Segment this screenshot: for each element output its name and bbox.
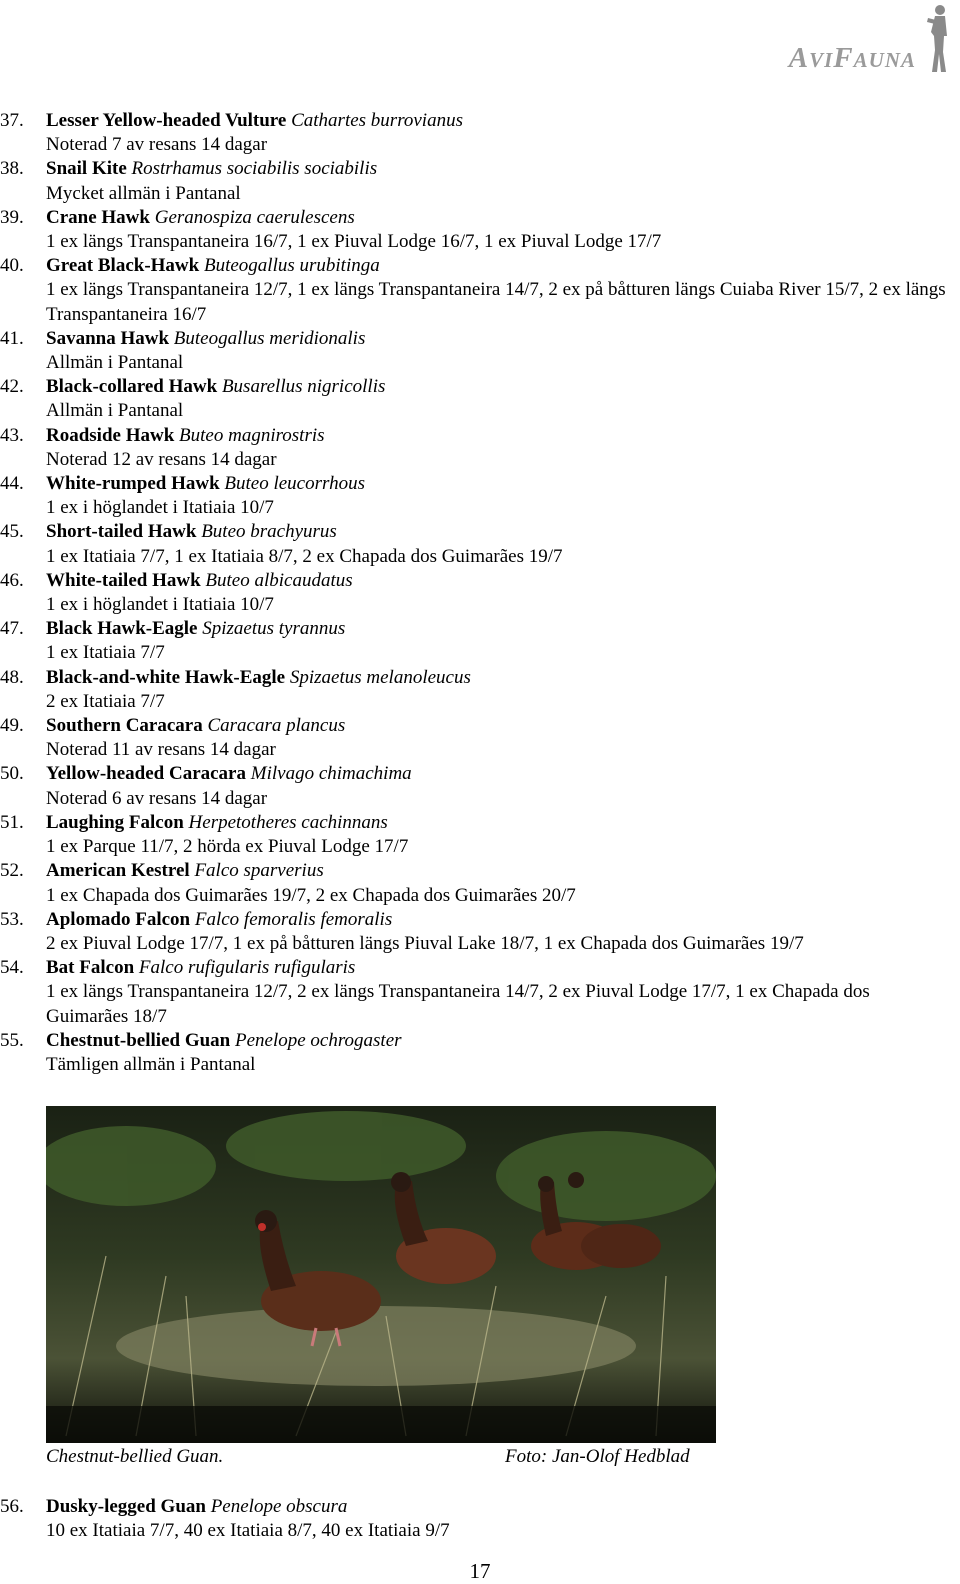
species-entry bbox=[0, 617, 960, 665]
species-entry bbox=[0, 206, 960, 254]
species-list bbox=[0, 109, 960, 1077]
species-scientific-name: Buteo brachyurus bbox=[201, 521, 337, 543]
species-number: 38. bbox=[0, 158, 24, 180]
species-number: 51. bbox=[0, 811, 24, 833]
species-common-name: Lesser Yellow-headed Vulture bbox=[46, 110, 287, 131]
species-entry bbox=[0, 520, 960, 568]
species-number: 55. bbox=[0, 1029, 24, 1051]
species-number: 52. bbox=[0, 860, 24, 882]
species-entry bbox=[0, 762, 960, 810]
species-number: 53. bbox=[0, 908, 24, 930]
species-number: 47. bbox=[0, 618, 24, 640]
species-scientific-name: Busarellus nigricollis bbox=[221, 376, 386, 398]
photo-caption: Chestnut-bellied Guan. bbox=[46, 1446, 224, 1467]
species-common-name: Black-and-white Hawk-Eagle bbox=[46, 666, 286, 688]
species-entry bbox=[0, 157, 960, 205]
species-number: 43. bbox=[0, 424, 24, 446]
species-common-name: Dusky-legged Guan bbox=[46, 1496, 206, 1517]
species-entry bbox=[0, 569, 960, 617]
species-common-name: Great Black-Hawk bbox=[46, 255, 200, 277]
species-entry bbox=[0, 424, 960, 472]
species-common-name: Crane Hawk bbox=[46, 206, 150, 228]
species-number: 44. bbox=[0, 473, 24, 495]
species-number: 39. bbox=[0, 206, 24, 228]
species-number: 41. bbox=[0, 327, 24, 349]
species-common-name: Roadside Hawk bbox=[46, 424, 175, 446]
chestnut-bellied-guan-photo bbox=[46, 1106, 716, 1443]
species-observation-note: Noterad 11 av resans 14 dagar bbox=[46, 739, 276, 761]
species-scientific-name: Geranospiza caerulescens bbox=[154, 206, 355, 228]
species-common-name: Snail Kite bbox=[46, 158, 127, 180]
species-number: 45. bbox=[0, 521, 24, 543]
species-number: 49. bbox=[0, 715, 24, 737]
species-common-name: White-tailed Hawk bbox=[46, 569, 201, 591]
species-observation-note: Mycket allmän i Pantanal bbox=[46, 182, 241, 204]
species-common-name: Southern Caracara bbox=[46, 715, 203, 737]
species-scientific-name: Spizaetus tyrannus bbox=[202, 618, 346, 640]
species-observation-note: Tämligen allmän i Pantanal bbox=[46, 1053, 256, 1075]
species-observation-note: 1 ex Parque 11/7, 2 hörda ex Piuval Lodge 17/7 bbox=[46, 836, 409, 858]
species-entry bbox=[0, 327, 960, 375]
birdwatcher-figure-icon bbox=[922, 2, 952, 74]
species-observation-note: 10 ex Itatiaia 7/7, 40 ex Itatiaia 8/7, 40 ex Itatiaia 9/7 bbox=[46, 1520, 450, 1542]
species-list-continued bbox=[0, 1495, 960, 1543]
photo-credit: Foto: Jan-Olof Hedblad bbox=[505, 1446, 690, 1467]
species-observation-note: 1 ex Chapada dos Guimarães 19/7, 2 ex Chapada dos Guimarães 20/7 bbox=[46, 884, 576, 906]
species-scientific-name: Herpetotheres cachinnans bbox=[188, 811, 388, 833]
species-number: 54. bbox=[0, 957, 24, 979]
species-common-name: American Kestrel bbox=[46, 860, 190, 882]
species-number: 48. bbox=[0, 666, 24, 688]
logo-wordmark: AVIFAUNA bbox=[788, 42, 916, 74]
species-observation-note: 1 ex längs Transpantaneira 12/7, 1 ex längs Transpantaneira 14/7, 2 ex på båtturen längs Cuiaba River 15/7, 2 ex längs Transpantaneira 16/7 bbox=[46, 279, 946, 325]
species-observation-note: Noterad 12 av resans 14 dagar bbox=[46, 448, 277, 470]
species-observation-note: Noterad 7 av resans 14 dagar bbox=[46, 134, 268, 156]
species-common-name: Black-collared Hawk bbox=[46, 376, 218, 398]
species-scientific-name: Penelope ochrogaster bbox=[234, 1029, 402, 1051]
species-scientific-name: Buteogallus meridionalis bbox=[173, 327, 366, 349]
species-observation-note: 2 ex Itatiaia 7/7 bbox=[46, 690, 165, 712]
species-scientific-name: Milvago chimachima bbox=[250, 763, 412, 785]
species-entry bbox=[0, 254, 960, 327]
species-entry bbox=[0, 472, 960, 520]
species-scientific-name: Caracara plancus bbox=[207, 715, 346, 737]
species-entry bbox=[0, 375, 960, 423]
avifauna-logo bbox=[772, 2, 952, 74]
species-observation-note: 2 ex Piuval Lodge 17/7, 1 ex på båtturen längs Piuval Lake 18/7, 1 ex Chapada dos Guimarães 19/7 bbox=[46, 932, 804, 954]
species-entry bbox=[0, 811, 960, 859]
species-number: 37. bbox=[0, 110, 24, 131]
species-scientific-name: Buteo magnirostris bbox=[179, 424, 325, 446]
species-scientific-name: Falco sparverius bbox=[194, 860, 324, 882]
species-entry bbox=[0, 109, 960, 157]
species-entry bbox=[0, 859, 960, 907]
species-observation-note: 1 ex längs Transpantaneira 12/7, 2 ex längs Transpantaneira 14/7, 2 ex Piuval Lodge 17/7, 1 ex Chapada dos Guimarães 18/7 bbox=[46, 981, 870, 1027]
species-common-name: Chestnut-bellied Guan bbox=[46, 1029, 231, 1051]
species-entry bbox=[0, 714, 960, 762]
species-scientific-name: Buteogallus urubitinga bbox=[203, 255, 380, 277]
species-scientific-name: Penelope obscura bbox=[210, 1496, 348, 1517]
species-scientific-name: Spizaetus melanoleucus bbox=[289, 666, 471, 688]
species-observation-note: 1 ex Itatiaia 7/7 bbox=[46, 642, 165, 664]
species-number: 56. bbox=[0, 1496, 24, 1517]
species-common-name: Short-tailed Hawk bbox=[46, 521, 197, 543]
species-number: 46. bbox=[0, 569, 24, 591]
species-scientific-name: Cathartes burrovianus bbox=[291, 110, 463, 131]
species-observation-note: 1 ex längs Transpantaneira 16/7, 1 ex Piuval Lodge 16/7, 1 ex Piuval Lodge 17/7 bbox=[46, 231, 662, 253]
page-number: 17 bbox=[469, 1559, 491, 1583]
species-entry bbox=[0, 908, 960, 956]
species-scientific-name: Falco femoralis femoralis bbox=[194, 908, 393, 930]
species-observation-note: Allmän i Pantanal bbox=[46, 352, 184, 374]
species-number: 50. bbox=[0, 763, 24, 785]
species-scientific-name: Buteo leucorrhous bbox=[224, 473, 365, 495]
species-number: 42. bbox=[0, 376, 24, 398]
species-observation-note: 1 ex i höglandet i Itatiaia 10/7 bbox=[46, 594, 274, 616]
species-common-name: Yellow-headed Caracara bbox=[46, 763, 246, 785]
species-entry bbox=[0, 1495, 960, 1543]
species-entry bbox=[0, 1029, 960, 1077]
species-observation-note: 1 ex i höglandet i Itatiaia 10/7 bbox=[46, 497, 274, 519]
species-scientific-name: Buteo albicaudatus bbox=[205, 569, 353, 591]
species-observation-note: Allmän i Pantanal bbox=[46, 400, 184, 422]
species-common-name: Savanna Hawk bbox=[46, 327, 170, 349]
species-entry bbox=[0, 956, 960, 1029]
species-number: 40. bbox=[0, 255, 24, 277]
species-common-name: White-rumped Hawk bbox=[46, 473, 220, 495]
species-scientific-name: Falco rufigularis rufigularis bbox=[138, 957, 356, 979]
species-scientific-name: Rostrhamus sociabilis sociabilis bbox=[131, 158, 378, 180]
species-common-name: Laughing Falcon bbox=[46, 811, 184, 833]
species-common-name: Bat Falcon bbox=[46, 957, 135, 979]
species-entry bbox=[0, 666, 960, 714]
species-common-name: Black Hawk-Eagle bbox=[46, 618, 198, 640]
species-observation-note: Noterad 6 av resans 14 dagar bbox=[46, 787, 268, 809]
species-common-name: Aplomado Falcon bbox=[46, 908, 191, 930]
species-observation-note: 1 ex Itatiaia 7/7, 1 ex Itatiaia 8/7, 2 ex Chapada dos Guimarães 19/7 bbox=[46, 545, 563, 567]
